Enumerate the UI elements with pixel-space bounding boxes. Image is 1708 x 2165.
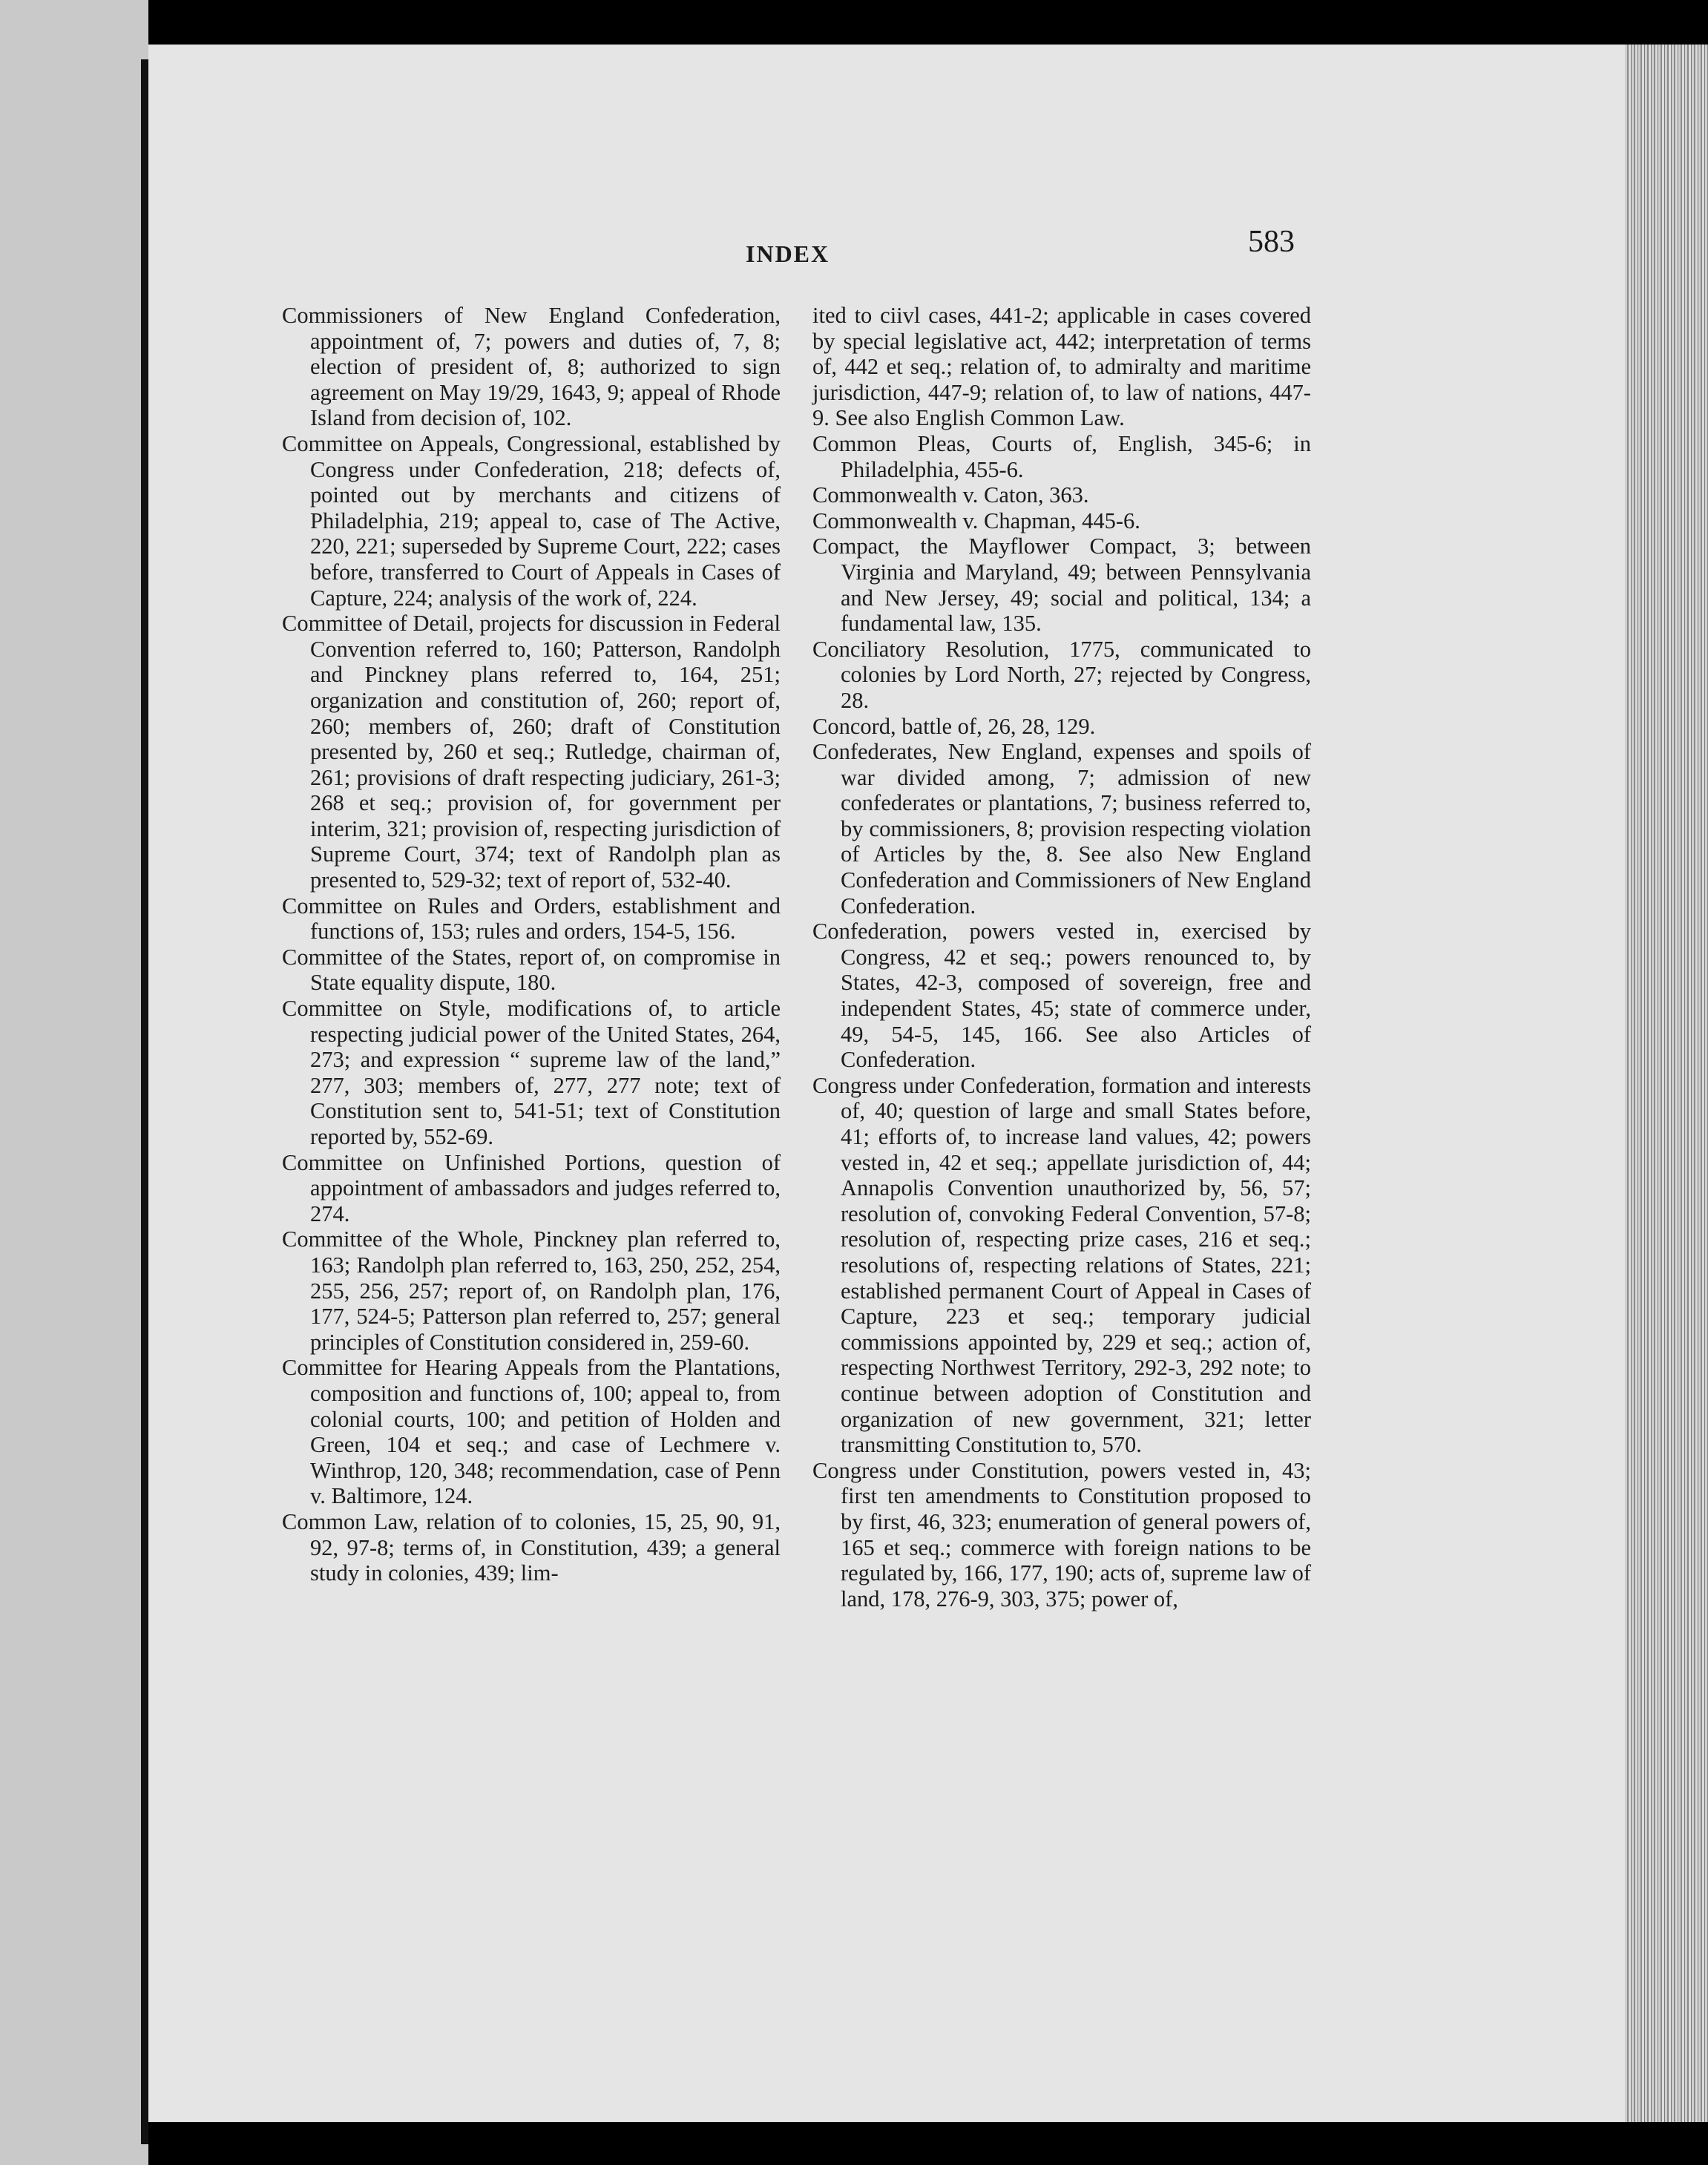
left-page-edge: [0, 0, 148, 2165]
binding-gutter: [141, 59, 148, 2144]
index-entry: Committee on Style, modifications of, to article respecting judicial power of the United States, 264, 273; and expression “ supreme law of the land,” 277, 303; members of, 277, 277 note; text of Constitution sent to, 541-51; text of Constitution reported by, 552-69.: [282, 996, 781, 1149]
index-entry-continued: ited to ciivl cases, 441-2; applicable in cases covered by special legislative act, 442; interpretation of terms of, 442 et seq.; relation of, to admiralty and maritime jurisdiction, 447-9; relation of, to law of nations, 447-9. See also English Common Law.: [812, 303, 1311, 431]
index-entry: Committee on Rules and Orders, establishment and functions of, 153; rules and orders, 154-5, 156.: [282, 893, 781, 944]
index-entry: Common Law, relation of to colonies, 15, 25, 90, 91, 92, 97-8; terms of, in Constitution, 439; a general study in colonies, 439; lim-: [282, 1508, 781, 1586]
page-stack-edge: [1625, 45, 1708, 2122]
index-entry: Concord, battle of, 26, 28, 129.: [812, 713, 1096, 739]
index-entry: Commonwealth v. Chapman, 445-6.: [812, 507, 1140, 533]
index-entry: Committee of Detail, projects for discussion in Federal Convention referred to, 160; Patterson, Randolph and Pinckney plans referred to, 164, 251; organization and constitution of, 260; report of, 260; members of, 260; draft of Constitution presented by, 260 et seq.; Rutledge, chairman of, 261; provisions of draft respecting judiciary, 261-3; 268 et seq.; provision of, for government per interim, 321; provision of, respecting jurisdiction of Supreme Court, 374; text of Randolph plan as presented to, 529-32; text of report of, 532-40.: [282, 611, 781, 893]
index-entry: Congress under Constitution, powers vested in, 43; first ten amendments to Constitution proposed to by first, 46, 323; enumeration of general powers of, 165 et seq.; commerce with foreign nations to be regulated by, 166, 177, 190; acts of, supreme law of land, 178, 276-9, 303, 375; power of,: [812, 1457, 1311, 1612]
index-entry: Conciliatory Resolution, 1775, communicated to colonies by Lord North, 27; rejected by Congress, 28.: [812, 636, 1311, 713]
index-entry: Congress under Confederation, formation and interests of, 40; question of large and small States before, 41; efforts of, to increase land values, 42; powers vested in, 42 et seq.; appellate jurisdiction of, 44; Annapolis Convention unauthorized by, 56, 57; resolution of, convoking Federal Convention, 57-8; resolution of, respecting prize cases, 216 et seq.; resolutions of, respecting relations of States, 221; established permanent Court of Appeal in Cases of Capture, 223 et seq.; temporary judicial commissions appointed by, 229 et seq.; action of, respecting Northwest Territory, 292-3, 292 note; to continue between adoption of Constitution and organization of new government, 321; letter transmitting Constitution to, 570.: [812, 1072, 1311, 1458]
running-head: INDEX: [746, 240, 830, 267]
index-column-left: [282, 303, 781, 1586]
index-column-right: [812, 303, 1311, 1612]
index-entry: Compact, the Mayflower Compact, 3; between Virginia and Maryland, 49; between Pennsylvania and New Jersey, 49; social and political, 134; a fundamental law, 135.: [812, 533, 1311, 637]
index-entry: Committee of the States, report of, on compromise in State equality dispute, 180.: [282, 944, 781, 996]
index-entry: Confederates, New England, expenses and spoils of war divided among, 7; admission of new confederates or plantations, 7; business referred to, by commissioners, 8; provision respecting violation of Articles by the, 8. See also New England Confederation and Commissioners of New England Confederation.: [812, 739, 1311, 919]
page-number: 583: [1248, 225, 1295, 259]
index-entry: Confederation, powers vested in, exercised by Congress, 42 et seq.; powers renounced to, by States, 42-3, composed of sovereign, free and independent States, 45; state of commerce under, 49, 54-5, 145, 166. See also Articles of Confederation.: [812, 919, 1311, 1073]
index-entry: Common Pleas, Courts of, English, 345-6; in Philadelphia, 455-6.: [812, 430, 1311, 482]
index-entry: Committee for Hearing Appeals from the Plantations, composition and functions of, 100; appeal to, from colonial courts, 100; and petition of Holden and Green, 104 et seq.; and case of Lechmere v. Winthrop, 120, 348; recommendation, case of Penn v. Baltimore, 124.: [282, 1355, 781, 1509]
index-entry: Committee on Appeals, Congressional, established by Congress under Confederation, 218; defects of, pointed out by merchants and citizens of Philadelphia, 219; appeal to, case of The Active, 220, 221; superseded by Supreme Court, 222; cases before, transferred to Court of Appeals in Cases of Capture, 224; analysis of the work of, 224.: [282, 430, 781, 611]
index-entry: Commonwealth v. Caton, 363.: [812, 482, 1089, 508]
index-entry: Committee on Unfinished Portions, question of appointment of ambassadors and judges referred to, 274.: [282, 1149, 781, 1226]
index-entry: Committee of the Whole, Pinckney plan referred to, 163; Randolph plan referred to, 163, 250, 252, 254, 255, 256, 257; report of, on Randolph plan, 176, 177, 524-5; Patterson plan referred to, 257; general principles of Constitution considered in, 259-60.: [282, 1226, 781, 1355]
index-entry: Commissioners of New England Confederation, appointment of, 7; powers and duties of, 7, 8; election of president of, 8; authorized to sign agreement on May 19/29, 1643, 9; appeal of Rhode Island from decision of, 102.: [282, 303, 781, 431]
